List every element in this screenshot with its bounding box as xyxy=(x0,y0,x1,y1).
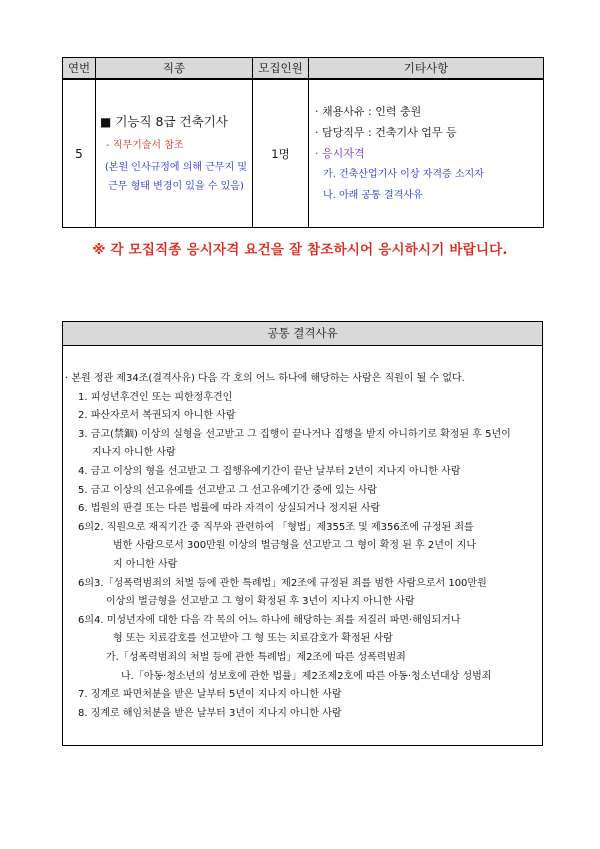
cell-etc xyxy=(309,79,544,228)
list-item: 4. 금고 이상의 형을 선고받고 그 집행유예기간이 끝난 날부터 2년이 지나지 아니한 사람 xyxy=(78,465,461,477)
list-item: 5. 금고 이상의 선고유예를 선고받고 그 선고유예기간 중에 있는 사람 xyxy=(78,484,377,496)
notice-text: ※ 각 모집직종 응시자격 요건을 잘 참조하시어 응시하시기 바랍니다. xyxy=(92,242,508,258)
hire-reason: · 채용사유 : 인력 충원 xyxy=(315,105,422,118)
job-note-line-1: (본원 인사규정에 의해 근무지 및 xyxy=(104,161,248,173)
table-row xyxy=(63,79,544,228)
list-item: 6의2. 직원으로 재직기간 중 직무와 관련하여 「형법」제355조 및 제356조에 규정된 죄를 xyxy=(78,521,474,533)
disqualification-intro: · 본원 정관 제34조(결격사유) 다음 각 호의 어느 하나에 해당하는 사람은 직원이 될 수 없다. xyxy=(65,373,465,384)
table-header-row xyxy=(63,58,544,80)
list-subitem: 가.「성폭력범죄의 처벌 등에 관한 특례법」제2조에 따른 성폭력범죄 xyxy=(106,651,406,663)
qualification-b: 나. 아래 공통 결격사유 xyxy=(323,190,423,201)
job-title-text: 기능직 8급 건축기사 xyxy=(115,113,228,129)
list-item-continuation: 지나지 아니한 사람 xyxy=(92,447,176,459)
cell-no: 5 xyxy=(63,79,96,228)
job-reference: - 직무기술서 참조 xyxy=(106,139,184,151)
list-item: 3. 금고(禁錮) 이상의 실형을 선고받고 그 집행이 끝나거나 집행을 받지 아니하기로 확정된 후 5년이 xyxy=(78,428,511,440)
cell-job xyxy=(96,79,253,228)
list-item: 7. 징계로 파면처분을 받은 날부터 5년이 지나지 아니한 사람 xyxy=(78,689,342,701)
qualification-a: 가. 건축산업기사 이상 자격증 소지자 xyxy=(323,169,484,180)
list-item-continuation: 형 또는 치료감호를 선고받아 그 형 또는 치료감호가 확정된 사람 xyxy=(113,633,393,645)
disqualification-list xyxy=(63,370,541,723)
list-item: 6의3.「성폭력범죄의 처벌 등에 관한 특례법」제2조에 규정된 죄를 범한 사람으로서 100만원 xyxy=(78,577,487,589)
disqualification-title: 공통 결격사유 xyxy=(63,322,542,346)
header-count: 모집인원 xyxy=(253,58,309,80)
header-no: 연번 xyxy=(63,58,96,80)
qualification-label: · 응시자격 xyxy=(315,147,365,160)
duty: · 담당직무 : 건축기사 업무 등 xyxy=(315,126,457,139)
list-subitem: 나.「아동·청소년의 성보호에 관한 법률」제2조제2호에 따른 아동·청소년대상 성범죄 xyxy=(121,670,492,682)
header-job: 직종 xyxy=(96,58,253,80)
list-item: 1. 피성년후견인 또는 피한정후견인 xyxy=(78,391,233,403)
cell-count: 1명 xyxy=(253,79,309,228)
list-item-continuation: 지 아니한 사람 xyxy=(113,558,178,570)
job-posting-table xyxy=(62,57,544,228)
job-note-line-2: 근무 형태 변경이 있을 수 있음) xyxy=(108,180,244,192)
list-item: 8. 징계로 해임처분을 받은 날부터 3년이 지나지 아니한 사람 xyxy=(78,707,342,719)
list-item-continuation: 이상의 벌금형을 선고받고 그 형이 확정된 후 3년이 지나지 아니한 사람 xyxy=(106,596,415,608)
disqualification-box xyxy=(62,321,543,746)
list-item: 6의4. 미성년자에 대한 다음 각 목의 어느 하나에 해당하는 죄를 저질러 파면·해임되거나 xyxy=(78,614,461,626)
square-bullet-icon: ■ xyxy=(100,114,112,129)
job-title xyxy=(100,112,252,130)
list-item: 2. 파산자로서 복권되지 아니한 사람 xyxy=(78,410,236,422)
list-item: 6. 법원의 판결 또는 다른 법률에 따라 자격이 상실되거나 정지된 사람 xyxy=(78,503,381,515)
header-etc: 기타사항 xyxy=(309,58,544,80)
list-item-continuation: 범한 사람으로서 300만원 이상의 벌금형을 선고받고 그 형이 확정 된 후 2년이 지나 xyxy=(113,540,477,552)
